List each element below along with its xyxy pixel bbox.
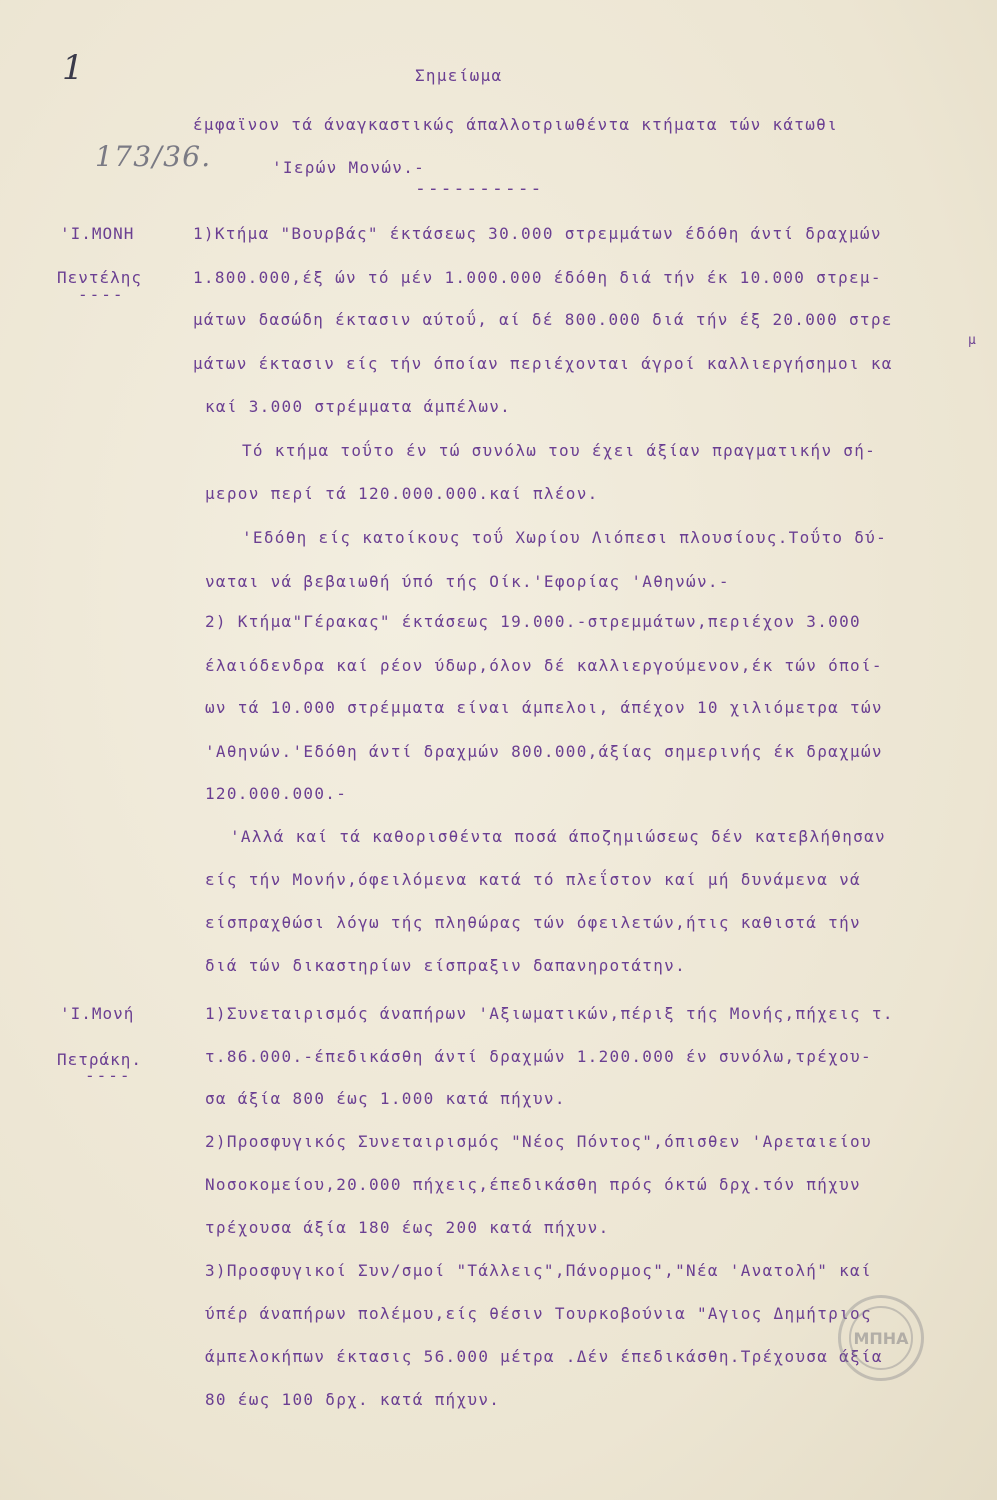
section2-line-10: 80 έως 100 δρχ. κατά πήχυν.	[205, 1390, 501, 1409]
section1-line-1: 1)Κτήμα "Βουρβάς" έκτάσεως 30.000 στρεμμάτων έδόθη άντί δραχμών	[193, 224, 882, 243]
section1-line-10: 2) Κτήμα"Γέρακας" έκτάσεως 19.000.-στρεμμάτων,περιέχον 3.000	[205, 612, 861, 631]
section1-line-7: μερον περί τά 120.000.000.καί πλέον.	[205, 484, 599, 503]
section2-line-9: άμπελοκήπων έκτασις 56.000 μέτρα .Δέν έπεδικάσθη.Τρέχουσα άξία	[205, 1347, 883, 1366]
handwritten-reference-number: 173/36.	[95, 140, 212, 173]
section1-superscript-mark: μ	[968, 333, 978, 348]
section1-line-3: μάτων δασώδη έκτασιν αύτοΰ, αί δέ 800.000 διά τήν έξ 20.000 στρε	[193, 310, 893, 329]
section1-line-5: καί 3.000 στρέμματα άμπέλων.	[205, 397, 512, 416]
section1-line-2: 1.800.000,έξ ών τό μέν 1.000.000 έδόθη διά τήν έκ 10.000 στρεμ-	[193, 268, 882, 287]
section1-line-9: ναται νά βεβαιωθή ύπό τής Οίκ.'Εφορίας 'Αθηνών.-	[205, 572, 730, 591]
handwritten-page-number: 1	[62, 48, 85, 88]
section1-line-12: ων τά 10.000 στρέμματα είναι άμπελοι, άπέχον 10 χιλιόμετρα τών	[205, 698, 883, 717]
section2-line-8: ύπέρ άναπήρων πολέμου,είς θέσιν Τουρκοβούνια "Αγιος Δημήτριος	[205, 1304, 872, 1323]
archive-stamp	[838, 1295, 924, 1381]
section1-line-15: 'Αλλά καί τά καθορισθέντα ποσά άποζημιώσεως δέν κατεβλήθησαν	[230, 827, 886, 846]
section1-margin-name-line1: 'Ι.ΜΟΝΗ	[60, 224, 135, 243]
section1-margin-underline: ----	[78, 285, 125, 304]
section2-line-6: τρέχουσα άξία 180 έως 200 κατά πήχυν.	[205, 1218, 610, 1237]
section2-line-2: τ.86.000.-έπεδικάσθη άντί δραχμών 1.200.000 έν συνόλω,τρέχου-	[205, 1047, 872, 1066]
document-title: Σημείωμα	[415, 66, 503, 85]
document-subtitle-line2: 'Ιερών Μονών.-	[272, 158, 426, 177]
section1-line-16: είς τήν Μονήν,όφειλόμενα κατά τό πλεΐστον καί μή δυνάμενα νά	[205, 870, 861, 889]
section2-line-7: 3)Προσφυγικοί Συν/σμοί "Τάλλεις",Πάνορμος","Νέα 'Ανατολή" καί	[205, 1261, 872, 1280]
archive-stamp-text: ΜΠΗΑ	[853, 1328, 909, 1348]
section2-margin-underline: ----	[85, 1066, 132, 1085]
section1-line-4: μάτων έκτασιν είς τήν όποίαν περιέχονται άγροί καλλιεργήσημοι κα	[193, 354, 893, 373]
section2-margin-name-line1: 'Ι.Μονή	[60, 1004, 135, 1023]
section1-line-18: διά τών δικαστηρίων είσπραξιν δαπανηροτάτην.	[205, 956, 687, 975]
section2-line-4: 2)Προσφυγικός Συνεταιρισμός "Νέος Πόντος",όπισθεν 'Αρεταιείου	[205, 1132, 872, 1151]
section2-line-5: Νοσοκομείου,20.000 πήχεις,έπεδικάσθη πρός όκτώ δρχ.τόν πήχυν	[205, 1175, 861, 1194]
section1-line-6: Τό κτήμα τοΰτο έν τώ συνόλω του έχει άξίαν πραγματικήν σή-	[242, 441, 877, 460]
section1-line-8: 'Εδόθη είς κατοίκους τοΰ Χωρίου Λιόπεσι πλουσίους.Τοΰτο δύ-	[242, 528, 888, 547]
document-subtitle-line1: έμφαϊνον τά άναγκαστικώς άπαλλοτριωθέντα κτήματα τών κάτωθι	[193, 115, 839, 134]
header-divider: ----------	[415, 178, 544, 199]
section2-line-1: 1)Συνεταιρισμός άναπήρων 'Αξιωματικών,πέριξ τής Μονής,πήχεις τ.	[205, 1004, 894, 1023]
section1-line-13: 'Αθηνών.'Εδόθη άντί δραχμών 800.000,άξίας σημερινής έκ δραχμών	[205, 742, 883, 761]
section1-margin-name-line2: Πεντέλης	[57, 268, 143, 287]
section2-margin-name-line2: Πετράκη.	[57, 1050, 143, 1069]
archive-stamp-inner	[849, 1306, 913, 1370]
section1-line-11: έλαιόδενδρα καί ρέον ύδωρ,όλον δέ καλλιεργούμενον,έκ τών όποί-	[205, 656, 883, 675]
section1-line-17: είσπραχθώσι λόγω τής πληθώρας τών όφειλετών,ήτις καθιστά τήν	[205, 913, 861, 932]
section1-line-14: 120.000.000.-	[205, 784, 348, 803]
section2-line-3: σα άξία 800 έως 1.000 κατά πήχυν.	[205, 1089, 566, 1108]
